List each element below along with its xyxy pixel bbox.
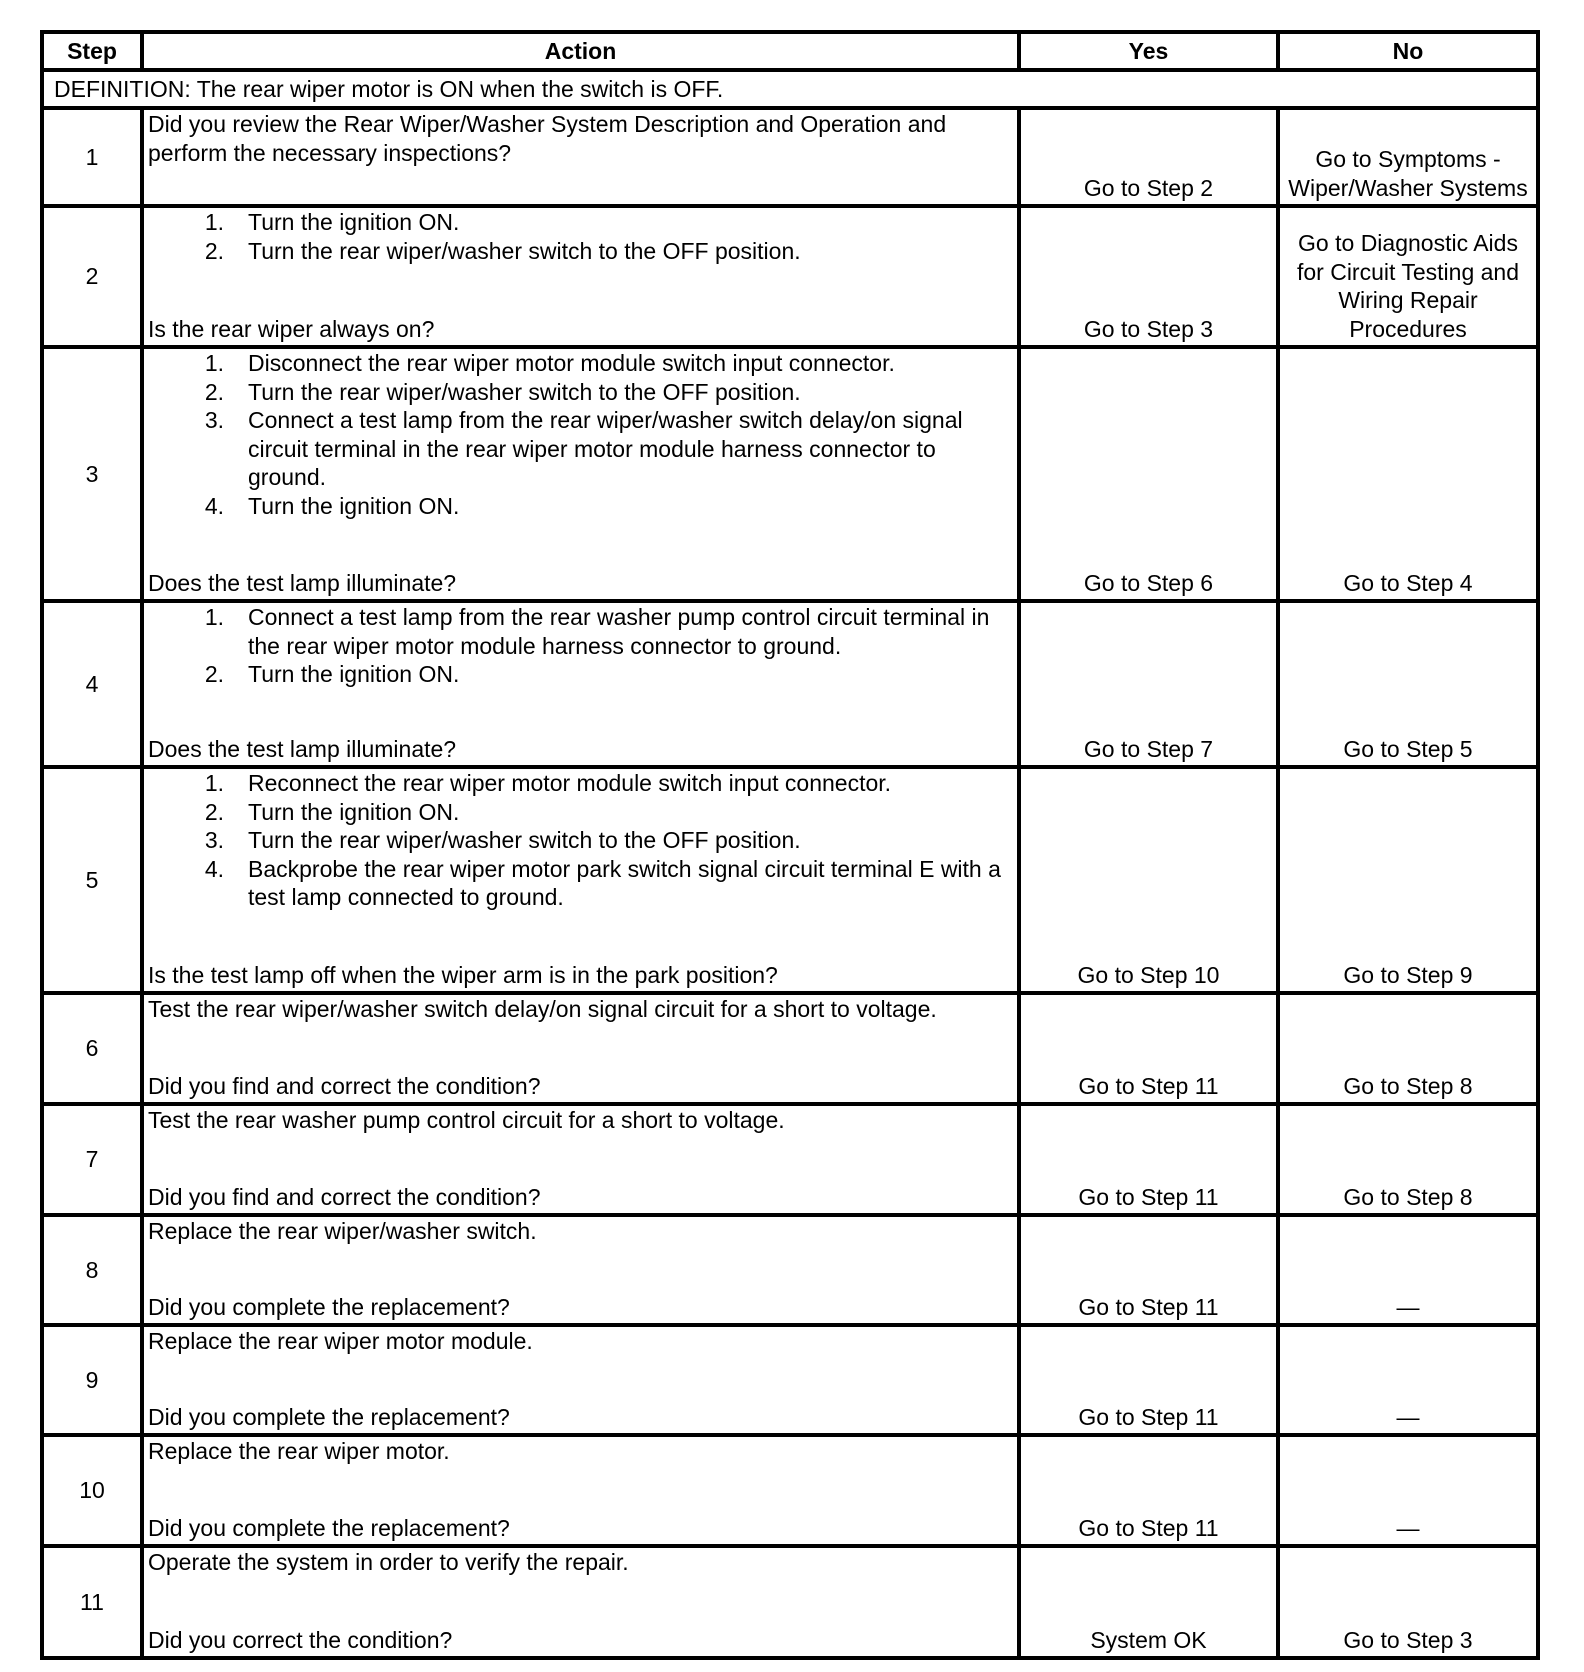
action-text: Test the rear washer pump control circuit for a short to voltage. — [148, 1107, 785, 1133]
item-text: Turn the rear wiper/washer switch to the OFF position. — [248, 237, 801, 264]
action-cell — [142, 1546, 1019, 1658]
action-list — [148, 769, 1013, 912]
action-cell — [142, 601, 1019, 767]
action-cell — [142, 1104, 1019, 1215]
item-number: 4. — [204, 492, 224, 519]
action-question: Does the test lamp illuminate? — [148, 569, 457, 596]
yes-result: Go to Step 2 — [1019, 108, 1278, 206]
no-result: Go to Step 5 — [1278, 601, 1538, 767]
item-text: Turn the ignition ON. — [248, 798, 460, 825]
action-list-item — [148, 406, 1013, 492]
item-number: 1. — [204, 604, 224, 630]
step-number: 11 — [42, 1546, 142, 1658]
header-yes: Yes — [1019, 32, 1278, 70]
action-text: Test the rear wiper/washer switch delay/on signal circuit for a short to voltage. — [148, 996, 937, 1022]
table-row — [42, 993, 1538, 1104]
step-number: 9 — [42, 1325, 142, 1435]
action-list-item — [148, 349, 1013, 378]
action-text: Replace the rear wiper motor. — [148, 1438, 450, 1464]
no-result: Go to Symptoms - Wiper/Washer Systems — [1278, 108, 1538, 206]
item-number: 1. — [204, 770, 224, 796]
action-cell — [142, 993, 1019, 1104]
yes-result: Go to Step 10 — [1019, 767, 1278, 993]
action-question: Did you complete the replacement? — [148, 1514, 510, 1541]
yes-result: Go to Step 11 — [1019, 1215, 1278, 1325]
step-number: 6 — [42, 993, 142, 1104]
yes-result: Go to Step 11 — [1019, 993, 1278, 1104]
step-number: 2 — [42, 206, 142, 347]
item-number: 2. — [204, 798, 224, 825]
action-cell — [142, 1325, 1019, 1435]
item-number: 1. — [204, 209, 224, 235]
action-list-item — [148, 826, 1013, 855]
step-number: 8 — [42, 1215, 142, 1325]
step-number: 10 — [42, 1435, 142, 1546]
step-number: 4 — [42, 601, 142, 767]
action-cell — [142, 347, 1019, 601]
item-number: 2. — [204, 237, 224, 264]
step-number: 5 — [42, 767, 142, 993]
item-text: Turn the rear wiper/washer switch to the OFF position. — [248, 378, 801, 405]
action-list-item — [148, 603, 1013, 660]
no-result: — — [1278, 1435, 1538, 1546]
action-list — [148, 603, 1013, 689]
action-cell — [142, 206, 1019, 347]
yes-result: Go to Step 6 — [1019, 347, 1278, 601]
no-result: Go to Step 4 — [1278, 347, 1538, 601]
no-result: — — [1278, 1325, 1538, 1435]
table-row — [42, 1325, 1538, 1435]
action-text: Replace the rear wiper/washer switch. — [148, 1218, 537, 1244]
item-text: Reconnect the rear wiper motor module switch input connector. — [248, 770, 892, 796]
no-result: Go to Diagnostic Aids for Circuit Testing and Wiring Repair Procedures — [1278, 206, 1538, 347]
table-row — [42, 1215, 1538, 1325]
no-result: Go to Step 8 — [1278, 1104, 1538, 1215]
action-list-item — [148, 855, 1013, 912]
action-list-item — [148, 660, 1013, 689]
yes-result: Go to Step 11 — [1019, 1104, 1278, 1215]
header-row — [42, 32, 1538, 70]
item-number: 2. — [204, 661, 224, 687]
action-question: Does the test lamp illuminate? — [148, 735, 457, 762]
action-list-item — [148, 798, 1013, 827]
no-result: Go to Step 9 — [1278, 767, 1538, 993]
action-list — [148, 208, 1013, 265]
action-text: Replace the rear wiper motor module. — [148, 1328, 533, 1354]
item-number: 3. — [204, 407, 224, 433]
table-row — [42, 108, 1538, 206]
item-number: 1. — [204, 350, 224, 376]
definition-row — [42, 70, 1538, 108]
item-text: Turn the rear wiper/washer switch to the OFF position. — [248, 827, 801, 853]
table-row — [42, 206, 1538, 347]
table-row — [42, 767, 1538, 993]
table-row — [42, 601, 1538, 767]
yes-result: Go to Step 11 — [1019, 1325, 1278, 1435]
action-question: Is the test lamp off when the wiper arm is in the park position? — [148, 961, 778, 988]
no-result: Go to Step 3 — [1278, 1546, 1538, 1658]
action-question: Did you correct the condition? — [148, 1626, 453, 1653]
action-question: Did you complete the replacement? — [148, 1293, 510, 1320]
action-text: Operate the system in order to verify the repair. — [148, 1549, 629, 1575]
table-row — [42, 1104, 1538, 1215]
action-cell — [142, 767, 1019, 993]
item-text: Connect a test lamp from the rear washer pump control circuit terminal in the rear wiper motor module harness connector to ground. — [248, 604, 990, 659]
action-list-item — [148, 208, 1013, 237]
yes-result: Go to Step 3 — [1019, 206, 1278, 347]
item-number: 2. — [204, 378, 224, 405]
action-list — [148, 349, 1013, 520]
yes-result: Go to Step 7 — [1019, 601, 1278, 767]
action-text: Did you review the Rear Wiper/Washer System Description and Operation and perform the necessary inspections? — [148, 111, 947, 166]
action-list-item — [148, 237, 1013, 266]
item-text: Turn the ignition ON. — [248, 209, 460, 235]
action-list-item — [148, 492, 1013, 521]
table-row — [42, 347, 1538, 601]
item-text: Connect a test lamp from the rear wiper/washer switch delay/on signal circuit terminal in the rear wiper motor module harness connector to ground. — [248, 407, 963, 490]
header-no: No — [1278, 32, 1538, 70]
step-number: 3 — [42, 347, 142, 601]
action-cell — [142, 1435, 1019, 1546]
item-text: Disconnect the rear wiper motor module switch input connector. — [248, 350, 895, 376]
step-number: 1 — [42, 108, 142, 206]
yes-result: System OK — [1019, 1546, 1278, 1658]
action-question: Did you find and correct the condition? — [148, 1072, 541, 1099]
action-question: Did you find and correct the condition? — [148, 1183, 541, 1210]
header-action: Action — [142, 32, 1019, 70]
action-question: Did you complete the replacement? — [148, 1403, 510, 1430]
no-result: Go to Step 8 — [1278, 993, 1538, 1104]
item-text: Turn the ignition ON. — [248, 661, 460, 687]
table-row — [42, 1435, 1538, 1546]
action-cell — [142, 1215, 1019, 1325]
step-number: 7 — [42, 1104, 142, 1215]
table-row — [42, 1546, 1538, 1658]
definition-text: DEFINITION: The rear wiper motor is ON when the switch is OFF. — [42, 70, 1538, 108]
yes-result: Go to Step 11 — [1019, 1435, 1278, 1546]
header-step: Step — [42, 32, 142, 70]
no-result: — — [1278, 1215, 1538, 1325]
item-number: 3. — [204, 827, 224, 853]
item-text: Backprobe the rear wiper motor park switch signal circuit terminal E with a test lamp connected to ground. — [248, 855, 1001, 910]
action-list-item — [148, 378, 1013, 407]
action-list-item — [148, 769, 1013, 798]
item-text: Turn the ignition ON. — [248, 492, 460, 519]
diagnostic-table — [40, 30, 1540, 1660]
action-cell — [142, 108, 1019, 206]
action-question: Is the rear wiper always on? — [148, 315, 435, 342]
item-number: 4. — [204, 855, 224, 882]
